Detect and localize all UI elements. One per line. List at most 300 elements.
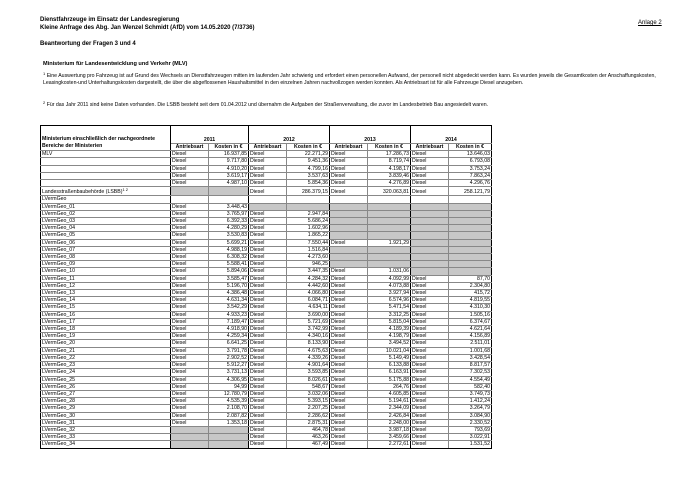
antriebsart-cell [171, 187, 209, 196]
antriebsart-cell: Diesel [171, 180, 209, 187]
antriebsart-cell [330, 254, 368, 261]
table-row [41, 419, 492, 426]
kosten-cell: 5.854,36 [287, 180, 330, 187]
vehicle-cost-table [40, 125, 492, 449]
row-label: LVermGeo_22 [41, 354, 171, 361]
row-label: LVermGeo_10 [41, 268, 171, 275]
antriebsart-cell: Diesel [411, 369, 449, 376]
kosten-cell: 3.084,90 [449, 412, 492, 419]
table-row [41, 297, 492, 304]
table-row [41, 268, 492, 275]
row-label: LVermGeo_01 [41, 203, 171, 210]
antriebsart-cell [171, 434, 209, 441]
antriebsart-cell: Diesel [411, 187, 449, 196]
kosten-cell: 2.902,52 [209, 354, 249, 361]
kosten-cell: 2.207,25 [287, 405, 330, 412]
kosten-cell: 4.189,39 [368, 326, 411, 333]
table-row [41, 326, 492, 333]
antriebsart-cell: Diesel [330, 333, 368, 340]
kosten-cell: 3.731,13 [209, 369, 249, 376]
antriebsart-cell: Diesel [249, 225, 287, 232]
kosten-cell: 7.189,47 [209, 318, 249, 325]
kosten-cell: 2.286,62 [287, 412, 330, 419]
kosten-cell: 548,67 [287, 383, 330, 390]
antriebsart-cell [330, 261, 368, 268]
kosten-cell: 94,99 [209, 383, 249, 390]
antriebsart-cell: Diesel [249, 354, 287, 361]
kosten-cell: 3.032,06 [287, 390, 330, 397]
row-label: LVermGeo_30 [41, 412, 171, 419]
antriebsart-cell: Diesel [249, 326, 287, 333]
row-label: LVermGeo_02 [41, 210, 171, 217]
antriebsart-cell: Diesel [330, 158, 368, 165]
table-row [41, 426, 492, 433]
antriebsart-cell: Diesel [330, 172, 368, 179]
kosten-cell: 9.451,36 [287, 158, 330, 165]
antriebsart-cell: Diesel [330, 383, 368, 390]
kosten-cell: 8.719,74 [368, 158, 411, 165]
antriebsart-cell: Diesel [411, 390, 449, 397]
kosten-cell: 3.447,35 [287, 268, 330, 275]
antriebsart-cell: Diesel [171, 311, 209, 318]
kosten-cell: 4.156,89 [449, 333, 492, 340]
antriebsart-cell: Diesel [249, 239, 287, 246]
table-row [41, 347, 492, 354]
table-row [41, 318, 492, 325]
kosten-cell: 3.537,63 [287, 172, 330, 179]
kosten-cell [449, 225, 492, 232]
table-row [41, 405, 492, 412]
antriebsart-cell: Diesel [249, 412, 287, 419]
kosten-cell: 4.988,19 [209, 246, 249, 253]
row-label: LVermGeo_09 [41, 261, 171, 268]
antriebsart-cell: Diesel [171, 354, 209, 361]
kosten-cell: 2.304,80 [449, 282, 492, 289]
kosten-cell [449, 210, 492, 217]
kosten-cell: 6.793,08 [449, 158, 492, 165]
kosten-cell: 5.194,61 [368, 398, 411, 405]
antriebsart-cell: Diesel [249, 172, 287, 179]
kosten-cell: 793,69 [449, 426, 492, 433]
row-label: MLV [41, 151, 171, 158]
anlage-label: Anlage 2 [638, 20, 662, 26]
antriebsart-cell: Diesel [411, 362, 449, 369]
antriebsart-cell: Diesel [330, 187, 368, 196]
table-row [41, 232, 492, 239]
antriebsart-cell [330, 225, 368, 232]
kosten-cell: 3.593,85 [287, 369, 330, 376]
kosten-cell: 3.530,83 [209, 232, 249, 239]
antriebsart-cell: Diesel [411, 297, 449, 304]
antriebsart-cell: Diesel [411, 151, 449, 158]
header-line2: Kleine Anfrage des Abg. Jan Wenzel Schmidt (AfD) vom 14.05.2020 (7/3736) [40, 25, 255, 31]
antriebsart-cell [171, 196, 209, 203]
kosten-cell: 6.374,67 [449, 318, 492, 325]
table-row [41, 340, 492, 347]
kosten-cell: 2.947,84 [287, 210, 330, 217]
antriebsart-cell: Diesel [411, 419, 449, 426]
row-label: LVermGeo_27 [41, 390, 171, 397]
kosten-cell: 12.780,79 [209, 390, 249, 397]
antriebsart-cell [171, 426, 209, 433]
row-label: LVermGeo_18 [41, 326, 171, 333]
antriebsart-cell: Diesel [249, 261, 287, 268]
antriebsart-cell: Diesel [411, 311, 449, 318]
footnote-ref: 1 2 [122, 187, 129, 193]
antriebsart-cell [411, 218, 449, 225]
antriebsart-cell: Diesel [171, 275, 209, 282]
antriebsart-cell: Diesel [330, 318, 368, 325]
antriebsart-cell: Diesel [411, 275, 449, 282]
antriebsart-cell: Diesel [330, 434, 368, 441]
antriebsart-cell: Diesel [330, 340, 368, 347]
kosten-cell [209, 426, 249, 433]
antriebsart-cell: Diesel [171, 390, 209, 397]
kosten-cell [287, 196, 330, 203]
kosten-cell: 320.063,81 [368, 187, 411, 196]
kosten-cell [449, 218, 492, 225]
antriebsart-cell: Diesel [171, 318, 209, 325]
antriebsart-cell: Diesel [249, 405, 287, 412]
col-antriebsart: Antriebsart [249, 144, 287, 151]
kosten-cell: 13.646,03 [449, 151, 492, 158]
kosten-cell: 5.196,70 [209, 282, 249, 289]
antriebsart-cell [411, 268, 449, 275]
kosten-cell: 3.494,52 [368, 340, 411, 347]
kosten-cell [368, 232, 411, 239]
kosten-cell: 3.448,43 [209, 203, 249, 210]
antriebsart-cell: Diesel [249, 304, 287, 311]
kosten-cell: 4.554,49 [449, 376, 492, 383]
kosten-cell: 4.901,64 [287, 362, 330, 369]
kosten-cell: 1.505,16 [449, 311, 492, 318]
antriebsart-cell [411, 210, 449, 217]
antriebsart-cell: Diesel [249, 311, 287, 318]
kosten-cell: 5.815,04 [368, 318, 411, 325]
row-label: LVermGeo_21 [41, 347, 171, 354]
table-row [41, 376, 492, 383]
header-line1: Dienstfahrzeuge im Einsatz der Landesregierung [40, 17, 180, 23]
kosten-cell: 4.284,32 [287, 275, 330, 282]
row-label: LVermGeo_04 [41, 225, 171, 232]
kosten-cell: 87,70 [449, 275, 492, 282]
row-label: LVermGeo_16 [41, 311, 171, 318]
kosten-cell: 3.690,00 [287, 311, 330, 318]
antriebsart-cell: Diesel [171, 347, 209, 354]
kosten-cell: 4.273,60 [287, 254, 330, 261]
antriebsart-cell [411, 239, 449, 246]
kosten-cell: 7.302,53 [449, 369, 492, 376]
antriebsart-cell: Diesel [249, 369, 287, 376]
footnote-1: $^1$ Eine Auswertung pro Fahrzeug ist auf Grund des Wechsels an Dienstfahrzeugen mitten im laufenden Jahr schwierig und erfordert einen personellen Aufwand, der personell nicht abgedeckt werden kann. Es wurden jeweils die Gesamtkosten der Anschaffungskosten, Leasingkosten-und Unterhaltungskosten dargestellt, die über die abgeflossenen Haushaltsmittel in den einzelnen Jahren nachvollzogen werden konnten. Als Antriebsart ist für alle Fahrzeuge Diesel anzugeben. [43, 71, 656, 87]
kosten-cell: 4.276,89 [368, 180, 411, 187]
kosten-cell: 4.535,39 [209, 398, 249, 405]
table-row [41, 290, 492, 297]
kosten-cell: 4.296,76 [449, 180, 492, 187]
kosten-cell: 4.918,90 [209, 326, 249, 333]
antriebsart-cell: Diesel [330, 347, 368, 354]
antriebsart-cell: Diesel [249, 390, 287, 397]
antriebsart-cell: Diesel [171, 304, 209, 311]
kosten-cell: 4.631,34 [209, 297, 249, 304]
year-header: 2012 [249, 126, 330, 144]
row-label: LVermGeo_17 [41, 318, 171, 325]
row-label [41, 172, 171, 179]
antriebsart-cell: Diesel [249, 318, 287, 325]
kosten-cell: 2.875,31 [287, 419, 330, 426]
antriebsart-cell [411, 203, 449, 210]
kosten-cell: 258.121,79 [449, 187, 492, 196]
col-kosten: Kosten in € [209, 144, 249, 151]
kosten-cell: 2.330,52 [449, 419, 492, 426]
antriebsart-cell: Diesel [411, 158, 449, 165]
table-row [41, 333, 492, 340]
row-label: LVermGeo_24 [41, 369, 171, 376]
kosten-cell [449, 203, 492, 210]
antriebsart-cell [330, 210, 368, 217]
antriebsart-cell [330, 218, 368, 225]
kosten-cell: 7.863,24 [449, 172, 492, 179]
kosten-cell: 4.073,88 [368, 282, 411, 289]
subtitle: Beantwortung der Fragen 3 und 4 [40, 41, 136, 47]
antriebsart-cell: Diesel [249, 180, 287, 187]
kosten-cell: 4.092,99 [368, 275, 411, 282]
antriebsart-cell [330, 232, 368, 239]
corner-label: Ministerium einschließlich der nachgeordnete Bereiche der Ministerien [41, 126, 171, 151]
antriebsart-cell: Diesel [249, 362, 287, 369]
kosten-cell: 4.621,64 [449, 326, 492, 333]
kosten-cell: 3.619,17 [209, 172, 249, 179]
antriebsart-cell: Diesel [330, 362, 368, 369]
antriebsart-cell: Diesel [171, 254, 209, 261]
kosten-cell: 4.066,80 [287, 290, 330, 297]
antriebsart-cell [411, 196, 449, 203]
row-label: LVermGeo_05 [41, 232, 171, 239]
kosten-cell: 415,72 [449, 290, 492, 297]
antriebsart-cell: Diesel [249, 398, 287, 405]
kosten-cell: 5.894,06 [209, 268, 249, 275]
row-label: LVermGeo_13 [41, 290, 171, 297]
antriebsart-cell: Diesel [330, 151, 368, 158]
antriebsart-cell: Diesel [171, 362, 209, 369]
row-label: LVermGeo_15 [41, 304, 171, 311]
antriebsart-cell: Diesel [330, 405, 368, 412]
antriebsart-cell: Diesel [249, 340, 287, 347]
antriebsart-cell: Diesel [171, 172, 209, 179]
row-label: LVermGeo_11 [41, 275, 171, 282]
antriebsart-cell: Diesel [171, 261, 209, 268]
kosten-cell: 5.721,69 [287, 318, 330, 325]
table-row [41, 282, 492, 289]
footnote-1-text: Eine Auswertung pro Fahrzeug ist auf Grund des Wechsels an Dienstfahrzeugen mitten im laufenden Jahr schwierig und erfordert einen personellen Aufwand, der personell nicht abgedeckt werden kann. Es wurden jeweils die Gesamtkosten der Anschaffungskosten, Leasingkosten-und Unterhaltungskosten dargestellt, die über die abgeflossenen Haushaltsmittel in den einzelnen Jahren nachvollzogen werden konnten. Als Antriebsart ist für alle Fahrzeuge Diesel anzugeben. [43, 73, 656, 87]
antriebsart-cell: Diesel [330, 426, 368, 433]
kosten-cell: 582,40 [449, 383, 492, 390]
kosten-cell: 1.412,24 [449, 398, 492, 405]
kosten-cell [209, 196, 249, 203]
kosten-cell: 3.312,25 [368, 311, 411, 318]
antriebsart-cell: Diesel [411, 412, 449, 419]
row-label: LVermGeo_33 [41, 434, 171, 441]
antriebsart-cell: Diesel [411, 304, 449, 311]
kosten-cell: 8.817,57 [449, 362, 492, 369]
table-row [41, 151, 492, 158]
kosten-cell: 4.259,34 [209, 333, 249, 340]
row-label: LVermGeo_31 [41, 419, 171, 426]
kosten-cell: 4.339,26 [287, 354, 330, 361]
kosten-cell: 4.910,20 [209, 165, 249, 172]
kosten-cell: 7.550,44 [287, 239, 330, 246]
antriebsart-cell: Diesel [411, 326, 449, 333]
kosten-cell: 4.799,16 [287, 165, 330, 172]
antriebsart-cell: Diesel [171, 419, 209, 426]
table-row [41, 311, 492, 318]
kosten-cell: 6.308,32 [209, 254, 249, 261]
kosten-cell [449, 268, 492, 275]
antriebsart-cell: Diesel [411, 398, 449, 405]
antriebsart-cell: Diesel [171, 203, 209, 210]
antriebsart-cell: Diesel [249, 210, 287, 217]
row-label: LVermGeo_03 [41, 218, 171, 225]
antriebsart-cell: Diesel [249, 383, 287, 390]
kosten-cell: 4.933,23 [209, 311, 249, 318]
kosten-cell: 3.749,73 [449, 390, 492, 397]
table-row [41, 158, 492, 165]
antriebsart-cell [249, 196, 287, 203]
table-row [41, 261, 492, 268]
antriebsart-cell: Diesel [330, 275, 368, 282]
antriebsart-cell: Diesel [171, 246, 209, 253]
antriebsart-cell: Diesel [249, 187, 287, 196]
antriebsart-cell: Diesel [171, 383, 209, 390]
antriebsart-cell: Diesel [411, 333, 449, 340]
row-label [41, 158, 171, 165]
kosten-cell [449, 261, 492, 268]
kosten-cell: 4.634,11 [287, 304, 330, 311]
kosten-cell: 4.340,16 [287, 333, 330, 340]
kosten-cell [209, 441, 249, 448]
antriebsart-cell: Diesel [411, 405, 449, 412]
kosten-cell [287, 203, 330, 210]
footnote-2: $^2$ Für das Jahr 2011 sind keine Daten vorhanden. Die LSBB besteht seit dem 01.04.2012 und übernahm die Aufgaben der Straßenverwaltung, die zuvor im Landesbetrieb Bau angesiedelt waren. [43, 100, 489, 108]
kosten-cell: 4.198,17 [368, 165, 411, 172]
antriebsart-cell [330, 196, 368, 203]
kosten-cell: 264,76 [368, 383, 411, 390]
kosten-cell [209, 434, 249, 441]
kosten-cell: 1.921,29 [368, 239, 411, 246]
kosten-cell: 1.353,18 [209, 419, 249, 426]
antriebsart-cell: Diesel [249, 419, 287, 426]
kosten-cell: 22.271,29 [287, 151, 330, 158]
kosten-cell [368, 254, 411, 261]
kosten-cell: 3.585,47 [209, 275, 249, 282]
kosten-cell: 4.819,55 [449, 297, 492, 304]
kosten-cell: 3.264,79 [449, 405, 492, 412]
table-row [41, 210, 492, 217]
antriebsart-cell: Diesel [411, 165, 449, 172]
kosten-cell: 3.428,54 [449, 354, 492, 361]
row-label: LVermGeo [41, 196, 171, 203]
table-row [41, 165, 492, 172]
kosten-cell: 5.699,21 [209, 239, 249, 246]
col-kosten: Kosten in € [287, 144, 330, 151]
kosten-cell: 4.310,30 [449, 304, 492, 311]
antriebsart-cell: Diesel [330, 390, 368, 397]
antriebsart-cell: Diesel [171, 297, 209, 304]
table-row [41, 434, 492, 441]
antriebsart-cell: Diesel [249, 218, 287, 225]
kosten-cell: 5.393,15 [287, 398, 330, 405]
kosten-cell: 16.937,85 [209, 151, 249, 158]
row-label: LVermGeo_32 [41, 426, 171, 433]
kosten-cell: 3.742,99 [287, 326, 330, 333]
antriebsart-cell: Diesel [330, 304, 368, 311]
kosten-cell: 3.927,94 [368, 290, 411, 297]
table-row [41, 412, 492, 419]
kosten-cell: 8.133,90 [287, 340, 330, 347]
kosten-cell: 4.280,29 [209, 225, 249, 232]
kosten-cell: 4.386,48 [209, 290, 249, 297]
antriebsart-cell: Diesel [171, 165, 209, 172]
kosten-cell: 4.306,95 [209, 376, 249, 383]
kosten-cell: 467,49 [287, 441, 330, 448]
antriebsart-cell: Diesel [330, 180, 368, 187]
kosten-cell [368, 196, 411, 203]
col-antriebsart: Antriebsart [411, 144, 449, 151]
antriebsart-cell: Diesel [249, 297, 287, 304]
row-label: Landesstraßenbaubehörde (LSBB)$^{1 2}$ [41, 187, 171, 196]
kosten-cell: 2.426,84 [368, 412, 411, 419]
kosten-cell: 5.912,27 [209, 362, 249, 369]
antriebsart-cell: Diesel [330, 268, 368, 275]
antriebsart-cell: Diesel [411, 290, 449, 297]
antriebsart-cell: Diesel [411, 282, 449, 289]
table-row [41, 172, 492, 179]
kosten-cell: 2.108,70 [209, 405, 249, 412]
kosten-cell: 6.641,25 [209, 340, 249, 347]
kosten-cell [368, 203, 411, 210]
kosten-cell: 6.163,91 [368, 369, 411, 376]
kosten-cell: 2.344,09 [368, 405, 411, 412]
kosten-cell: 2.511,01 [449, 340, 492, 347]
antriebsart-cell: Diesel [171, 340, 209, 347]
kosten-cell: 10.021,04 [368, 347, 411, 354]
row-label: LVermGeo_14 [41, 297, 171, 304]
antriebsart-cell: Diesel [171, 151, 209, 158]
kosten-cell [209, 187, 249, 196]
antriebsart-cell: Diesel [249, 333, 287, 340]
antriebsart-cell: Diesel [330, 297, 368, 304]
row-label: LVermGeo_29 [41, 405, 171, 412]
antriebsart-cell: Diesel [330, 326, 368, 333]
antriebsart-cell: Diesel [171, 158, 209, 165]
kosten-cell: 5.471,54 [368, 304, 411, 311]
row-label: LVermGeo_26 [41, 383, 171, 390]
kosten-cell: 6.392,33 [209, 218, 249, 225]
antriebsart-cell: Diesel [330, 412, 368, 419]
kosten-cell: 463,26 [287, 434, 330, 441]
antriebsart-cell: Diesel [330, 419, 368, 426]
year-header: 2013 [330, 126, 411, 144]
kosten-cell: 3.839,46 [368, 172, 411, 179]
antriebsart-cell: Diesel [249, 275, 287, 282]
table-row [41, 246, 492, 253]
footnote-2-text: Für das Jahr 2011 sind keine Daten vorhanden. Die LSBB besteht seit dem 01.04.2012 und übernahm die Aufgaben der Straßenverwaltung, die zuvor im Landesbetrieb Bau angesiedelt waren. [46, 102, 489, 108]
antriebsart-cell: Diesel [171, 232, 209, 239]
kosten-cell [368, 246, 411, 253]
antriebsart-cell: Diesel [330, 441, 368, 448]
table-row [41, 225, 492, 232]
row-label [41, 180, 171, 187]
